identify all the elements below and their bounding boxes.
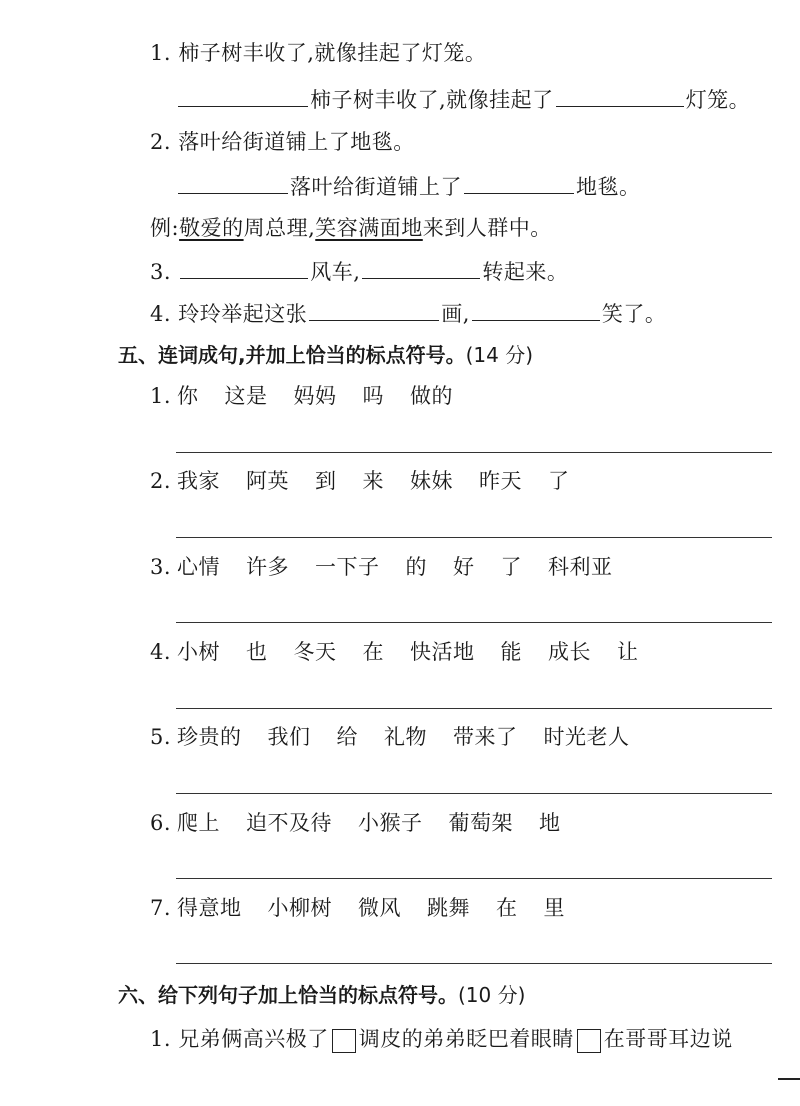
answer-line-4[interactable] [176, 708, 772, 709]
page-edge-mark [778, 1078, 800, 1080]
word-token: 许多 [246, 555, 290, 579]
blank-field[interactable] [362, 256, 480, 279]
word-token: 地 [539, 811, 561, 835]
word-token: 微风 [358, 896, 402, 920]
item-2-text: 2. 落叶给街道铺上了地毯。 [150, 130, 415, 154]
blank-field[interactable] [472, 298, 600, 321]
reorder-item-4 [150, 637, 665, 667]
item-1-answer-line: 柿子树丰收了,就像挂起了 灯笼。 [176, 84, 750, 115]
word-token: 时光老人 [543, 725, 630, 749]
word-token: 到 [315, 469, 337, 493]
word-token: 让 [617, 640, 639, 664]
answer-line-3[interactable] [176, 622, 772, 623]
word-token: 吗 [362, 384, 385, 408]
item-1-text: 1. 柿子树丰收了,就像挂起了灯笼。 [150, 41, 487, 65]
blank-field[interactable] [178, 171, 288, 194]
word-token: 快活地 [410, 640, 475, 664]
word-token: 妈妈 [293, 384, 337, 408]
answer-line-1[interactable] [176, 452, 772, 453]
word-token: 葡萄架 [448, 811, 514, 835]
word-token: 迫不及待 [246, 811, 333, 835]
word-token: 里 [543, 896, 566, 920]
section-6-item-1: 1. 兄弟俩高兴极了 调皮的弟弟眨巴着眼睛 在哥哥耳边说 [150, 1027, 733, 1051]
word-token: 珍贵的 [177, 725, 242, 749]
reorder-item-6 [150, 808, 587, 838]
word-token: 能 [500, 640, 523, 664]
item-number: 2. [150, 469, 172, 493]
item-3-text: 3. 风车, 转起来。 [150, 256, 568, 287]
word-token: 冬天 [293, 640, 337, 664]
word-token: 得意地 [177, 896, 242, 920]
word-token: 在 [496, 896, 518, 920]
word-token: 心情 [177, 555, 221, 579]
word-token: 带来了 [453, 725, 518, 749]
section-6-heading: 六、给下列句子加上恰当的标点符号。(10 分) [118, 983, 526, 1007]
word-token: 好 [453, 555, 475, 579]
item-number: 5. [150, 725, 172, 749]
answer-line-6[interactable] [176, 878, 772, 879]
item-2-answer-line: 落叶给街道铺上了 地毯。 [176, 171, 641, 202]
word-token: 我家 [177, 469, 221, 493]
word-token: 也 [246, 640, 268, 664]
word-token: 做的 [410, 384, 454, 408]
reorder-item-1 [150, 381, 479, 411]
word-token: 我们 [267, 725, 311, 749]
word-token: 的 [405, 555, 428, 579]
blank-field[interactable] [556, 84, 684, 107]
word-token: 成长 [548, 640, 592, 664]
word-token: 科利亚 [548, 555, 613, 579]
word-token: 阿英 [246, 469, 290, 493]
reorder-item-5 [150, 722, 656, 752]
answer-line-7[interactable] [176, 963, 772, 964]
word-token: 你 [177, 384, 199, 408]
blank-field[interactable] [178, 84, 308, 107]
example-sentence: 例:敬爱的周总理,笑容满面地来到人群中。 [150, 216, 552, 240]
word-token: 给 [336, 725, 359, 749]
reorder-item-7 [150, 893, 591, 923]
answer-line-5[interactable] [176, 793, 772, 794]
blank-field[interactable] [180, 256, 308, 279]
example-underline-2: 笑容满面地 [315, 216, 423, 240]
word-token: 爬上 [177, 811, 221, 835]
word-token: 了 [548, 469, 570, 493]
section-5-heading: 五、连词成句,并加上恰当的标点符号。(14 分) [118, 343, 534, 367]
word-token: 来 [362, 469, 385, 493]
blank-field[interactable] [464, 171, 574, 194]
word-token: 小猴子 [358, 811, 423, 835]
word-token: 这是 [224, 384, 268, 408]
word-token: 昨天 [479, 469, 523, 493]
item-number: 1. [150, 384, 172, 408]
reorder-item-2 [150, 466, 596, 496]
answer-line-2[interactable] [176, 537, 772, 538]
item-number: 7. [150, 896, 172, 920]
item-number: 3. [150, 555, 172, 579]
word-token: 一下子 [315, 555, 380, 579]
word-token: 小柳树 [267, 896, 333, 920]
punctuation-box[interactable] [577, 1029, 601, 1053]
reorder-item-3 [150, 552, 639, 582]
item-number: 4. [150, 640, 172, 664]
word-token: 妹妹 [410, 469, 454, 493]
word-token: 跳舞 [427, 896, 471, 920]
word-token: 了 [500, 555, 523, 579]
word-token: 小树 [177, 640, 221, 664]
example-underline-1: 敬爱的 [179, 216, 244, 240]
punctuation-box[interactable] [332, 1029, 356, 1053]
item-number: 6. [150, 811, 172, 835]
item-4-text: 4. 玲玲举起这张 画, 笑了。 [150, 298, 666, 329]
word-token: 在 [362, 640, 385, 664]
word-token: 礼物 [384, 725, 428, 749]
blank-field[interactable] [309, 298, 439, 321]
